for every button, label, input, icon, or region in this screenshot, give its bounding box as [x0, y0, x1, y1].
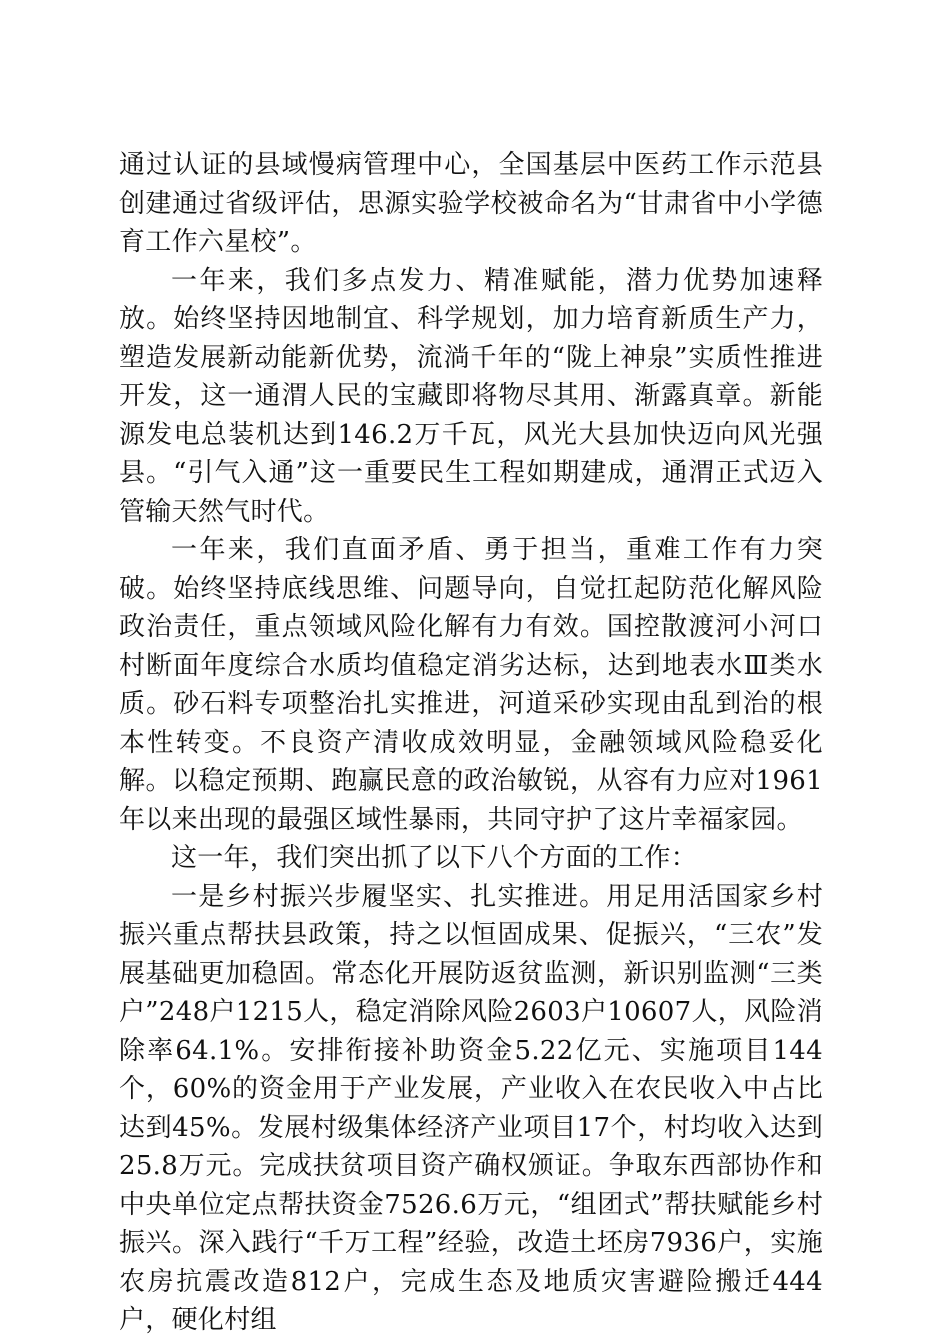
paragraph-1: 通过认证的县域慢病管理中心，全国基层中医药工作示范县创建通过省级评估，思源实验学校被命名为“甘肃省中小学德育工作六星校”。 [119, 150, 823, 257]
document-body [119, 146, 823, 1340]
paragraph-3: 一年来，我们直面矛盾、勇于担当，重难工作有力突破。始终坚持底线思维、问题导向，自觉扛起防范化解风险政治责任，重点领域风险化解有力有效。国控散渡河小河口村断面年度综合水质均值稳定消劣达标，达到地表水Ⅲ类水质。砂石料专项整治扎实推进，河道采砂实现由乱到治的根本性转变。不良资产清收成效明显，金融领域风险稳妥化解。以稳定预期、跑赢民意的政治敏锐，从容有力应对1961年以来出现的最强区域性暴雨，共同守护了这片幸福家园。 [119, 535, 823, 835]
paragraph-5: 一是乡村振兴步履坚实、扎实推进。用足用活国家乡村振兴重点帮扶县政策，持之以恒固成果、促振兴，“三农”发展基础更加稳固。常态化开展防返贫监测，新识别监测“三类户”248户1215人，稳定消除风险2603户10607人，风险消除率64.1%。安排衔接补助资金5.22亿元、实施项目144个，60%的资金用于产业发展，产业收入在农民收入中占比达到45%。发展村级集体经济产业项目17个，村均收入达到25.8万元。完成扶贫项目资产确权颁证。争取东西部协作和中央单位定点帮扶资金7526.6万元，“组团式”帮扶赋能乡村振兴。深入践行“千万工程”经验，改造土坯房7936户，实施农房抗震改造812户，完成生态及地质灾害避险搬迁444户，硬化村组 [119, 881, 823, 1335]
paragraph-2: 一年来，我们多点发力、精准赋能，潜力优势加速释放。始终坚持因地制宜、科学规划，加力培育新质生产力，塑造发展新动能新优势，流淌千年的“陇上神泉”实质性推进开发，这一通渭人民的宝藏即将物尽其用、渐露真章。新能源发电总装机达到146.2万千瓦，风光大县加快迈向风光强县。“引气入通”这一重要民生工程如期建成，通渭正式迈入管输天然气时代。 [119, 265, 823, 527]
paragraph-4: 这一年，我们突出抓了以下八个方面的工作： [171, 843, 698, 873]
